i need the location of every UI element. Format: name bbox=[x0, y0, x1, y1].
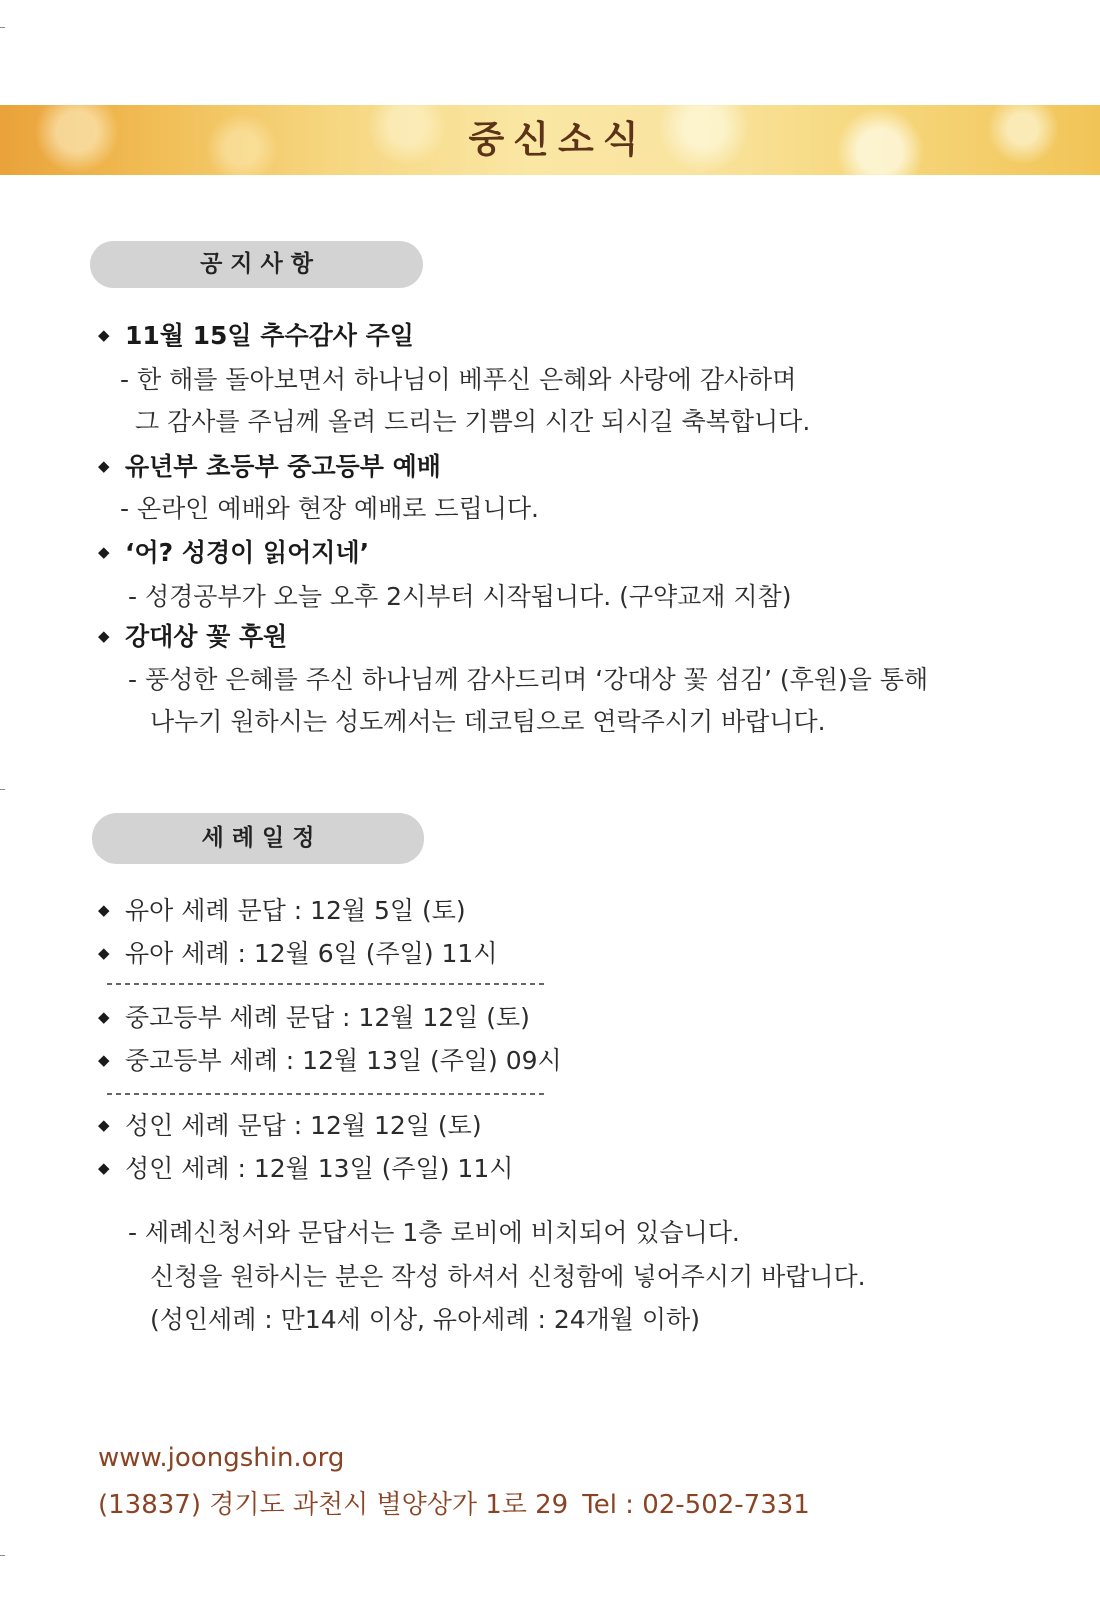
schedule-item bbox=[98, 1154, 513, 1184]
news-banner bbox=[0, 105, 1100, 175]
diamond-bullet-icon bbox=[98, 1045, 125, 1075]
schedule-item bbox=[98, 1111, 482, 1141]
notice-detail-line: 나누기 원하시는 성도께서는 데코팀으로 연락주시기 바랍니다. bbox=[150, 707, 826, 736]
schedule-item bbox=[98, 1003, 530, 1033]
notice-detail-line: - 한 해를 돌아보면서 하나님이 베푸신 은혜와 사랑에 감사하며 bbox=[120, 365, 797, 394]
contact-line bbox=[98, 1488, 810, 1522]
notice-detail-line: 그 감사를 주님께 올려 드리는 기쁨의 시간 되시길 축복합니다. bbox=[135, 407, 811, 436]
diamond-bullet-icon bbox=[98, 1153, 125, 1183]
notice-title-text: ‘어? 성경이 읽어지네’ bbox=[125, 538, 370, 567]
diamond-bullet-icon bbox=[98, 537, 125, 567]
schedule-item-text: 중고등부 세례 : 12월 13일 (주일) 09시 bbox=[125, 1046, 562, 1075]
notice-title-text: 강대상 꽃 후원 bbox=[125, 622, 288, 651]
notice-title bbox=[98, 321, 414, 351]
section-label-notices: 공지사항 bbox=[90, 241, 423, 288]
diamond-bullet-icon bbox=[98, 320, 125, 350]
schedule-item-text: 성인 세례 : 12월 13일 (주일) 11시 bbox=[125, 1154, 514, 1183]
dashed-divider bbox=[107, 983, 545, 985]
dashed-divider bbox=[107, 1093, 545, 1095]
notice-title-text: 11월 15일 추수감사 주일 bbox=[125, 321, 414, 350]
crop-mark bbox=[0, 1555, 5, 1556]
schedule-item-text: 유아 세례 : 12월 6일 (주일) 11시 bbox=[125, 939, 498, 968]
baptism-note-line: - 세례신청서와 문답서는 1층 로비에 비치되어 있습니다. bbox=[128, 1218, 740, 1247]
crop-mark bbox=[0, 789, 5, 790]
schedule-item bbox=[98, 1046, 562, 1076]
notice-detail-line: - 온라인 예배와 현장 예배로 드립니다. bbox=[120, 494, 539, 523]
page-title: 중신소식 bbox=[468, 118, 648, 161]
schedule-item-text: 성인 세례 문답 : 12월 12일 (토) bbox=[125, 1111, 482, 1140]
diamond-bullet-icon bbox=[98, 1110, 125, 1140]
baptism-note-line: 신청을 원하시는 분은 작성 하셔서 신청함에 넣어주시기 바랍니다. bbox=[150, 1262, 866, 1291]
tel-text: Tel : 02-502-7331 bbox=[582, 1490, 810, 1520]
baptism-note-line: (성인세례 : 만14세 이상, 유아세례 : 24개월 이하) bbox=[150, 1305, 700, 1334]
schedule-item-text: 중고등부 세례 문답 : 12월 12일 (토) bbox=[125, 1003, 530, 1032]
notice-detail-line: - 성경공부가 오늘 오후 2시부터 시작됩니다. (구약교재 지참) bbox=[128, 582, 792, 611]
crop-mark bbox=[0, 27, 5, 28]
diamond-bullet-icon bbox=[98, 895, 125, 925]
notice-title bbox=[98, 622, 287, 652]
schedule-item-text: 유아 세례 문답 : 12월 5일 (토) bbox=[125, 896, 466, 925]
diamond-bullet-icon bbox=[98, 451, 125, 481]
diamond-bullet-icon bbox=[98, 938, 125, 968]
notice-title-text: 유년부 초등부 중고등부 예배 bbox=[125, 452, 441, 481]
notice-title bbox=[98, 538, 369, 568]
notice-detail-line: - 풍성한 은혜를 주신 하나님께 감사드리며 ‘강대상 꽃 섬김’ (후원)을 통해 bbox=[128, 665, 929, 694]
schedule-item bbox=[98, 939, 498, 969]
diamond-bullet-icon bbox=[98, 1002, 125, 1032]
section-label-baptism: 세례일정 bbox=[92, 813, 424, 864]
website-text: www.joongshin.org bbox=[98, 1443, 345, 1473]
schedule-item bbox=[98, 896, 466, 926]
diamond-bullet-icon bbox=[98, 621, 125, 651]
notice-title bbox=[98, 452, 441, 482]
address-text: (13837) 경기도 과천시 별양상가 1로 29 bbox=[98, 1490, 569, 1520]
